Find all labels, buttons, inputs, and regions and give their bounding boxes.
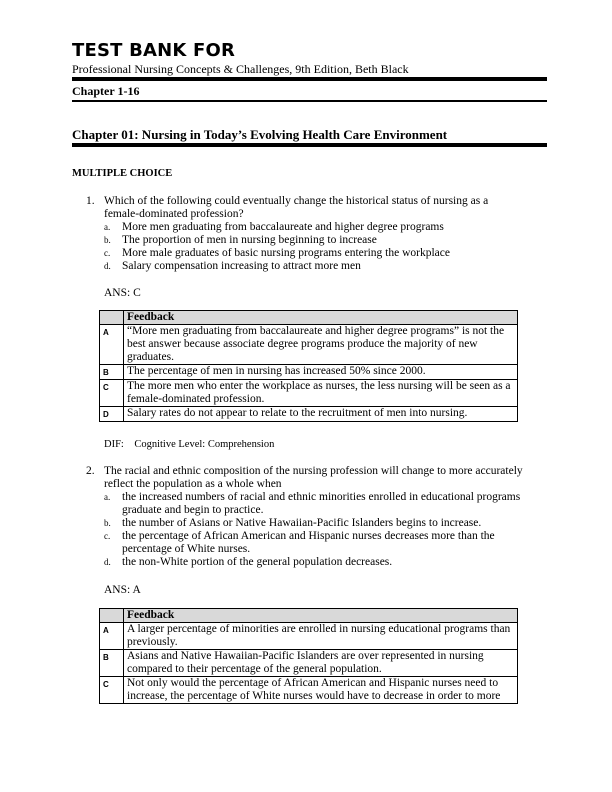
feedback-row [100,325,518,365]
option-text: the non-White portion of the general population decreases. [122,556,393,568]
option-list [104,491,526,569]
header-rule-thin [72,100,547,102]
option-letter: c. [104,248,111,258]
feedback-text: Asians and Native Hawaiian-Pacific Islanders are over represented in nursing compared to their percentage of the general population. [124,650,518,677]
feedback-table [99,310,518,422]
option-text: the number of Asians or Native Hawaiian-Pacific Islanders begins to increase. [122,517,482,529]
dif-value: Cognitive Level: Comprehension [134,439,275,450]
dif-label: DIF: [104,439,124,450]
option-text: More men graduating from baccalaureate and higher degree programs [122,221,444,233]
document-title: TEST BANK FOR [72,40,236,61]
option-letter: d. [104,261,111,271]
question-1 [86,195,526,273]
feedback-text: The more men who enter the workplace as nurses, the less nursing will be seen as a female-dominated profession. [124,380,518,407]
chapter-title: Chapter 01: Nursing in Today’s Evolving Health Care Environment [72,127,448,142]
option-item [104,234,526,247]
feedback-row [100,623,518,650]
feedback-row [100,650,518,677]
answer-line: ANS: A [104,584,141,596]
option-text: the percentage of African American and Hispanic nurses decreases more than the percentage of White nurses. [122,530,495,555]
difficulty-line [104,439,274,450]
header-rule [72,77,547,81]
feedback-text: Salary rates do not appear to relate to the recruitment of men into nursing. [124,407,518,422]
feedback-header: Feedback [124,311,518,325]
feedback-text: “More men graduating from baccalaureate and higher degree programs” is not the best answer because associate degree programs produce the majority of new graduates. [124,325,518,365]
feedback-row [100,380,518,407]
feedback-letter: B [100,365,124,380]
feedback-letter: C [100,677,124,704]
option-letter: a. [104,222,111,232]
option-list [104,221,526,273]
question-number: 1. [86,195,95,207]
feedback-table [99,608,518,704]
feedback-letter: A [100,623,124,650]
question-number: 2. [86,465,95,477]
feedback-header-row [100,311,518,325]
feedback-letter: D [100,407,124,422]
option-letter: b. [104,518,111,528]
option-item [104,260,526,273]
option-text: Salary compensation increasing to attract more men [122,260,361,272]
feedback-letter: B [100,650,124,677]
chapter-range: Chapter 1-16 [72,84,140,98]
option-item [104,247,526,260]
option-text: the increased numbers of racial and ethnic minorities enrolled in educational programs graduate and begin to practice. [122,491,521,516]
option-text: More male graduates of basic nursing programs entering the workplace [122,247,450,259]
feedback-row [100,365,518,380]
feedback-text: The percentage of men in nursing has increased 50% since 2000. [124,365,518,380]
option-letter: a. [104,492,111,502]
option-text: The proportion of men in nursing beginning to increase [122,234,377,246]
option-letter: c. [104,531,111,541]
option-item [104,530,526,556]
question-stem: The racial and ethnic composition of the nursing profession will change to more accurately reflect the population as a whole when [104,465,523,490]
feedback-header: Feedback [124,609,518,623]
option-item [104,556,526,569]
question-stem: Which of the following could eventually change the historical status of nursing as a female-dominated profession? [104,195,489,220]
feedback-text: A larger percentage of minorities are enrolled in nursing educational programs than previously. [124,623,518,650]
feedback-text: Not only would the percentage of African American and Hispanic nurses need to increase, the percentage of White nurses would have to decrease in order to more [124,677,518,704]
chapter-rule [72,143,547,147]
feedback-header-row [100,609,518,623]
feedback-letter: C [100,380,124,407]
answer-line: ANS: C [104,287,141,299]
option-item [104,491,526,517]
option-letter: b. [104,235,111,245]
section-heading: MULTIPLE CHOICE [72,168,173,179]
question-2 [86,465,526,569]
feedback-letter: A [100,325,124,365]
document-subtitle: Professional Nursing Concepts & Challenges, 9th Edition, Beth Black [72,62,409,76]
option-item [104,221,526,234]
feedback-row [100,407,518,422]
option-letter: d. [104,557,111,567]
option-item [104,517,526,530]
feedback-row [100,677,518,704]
